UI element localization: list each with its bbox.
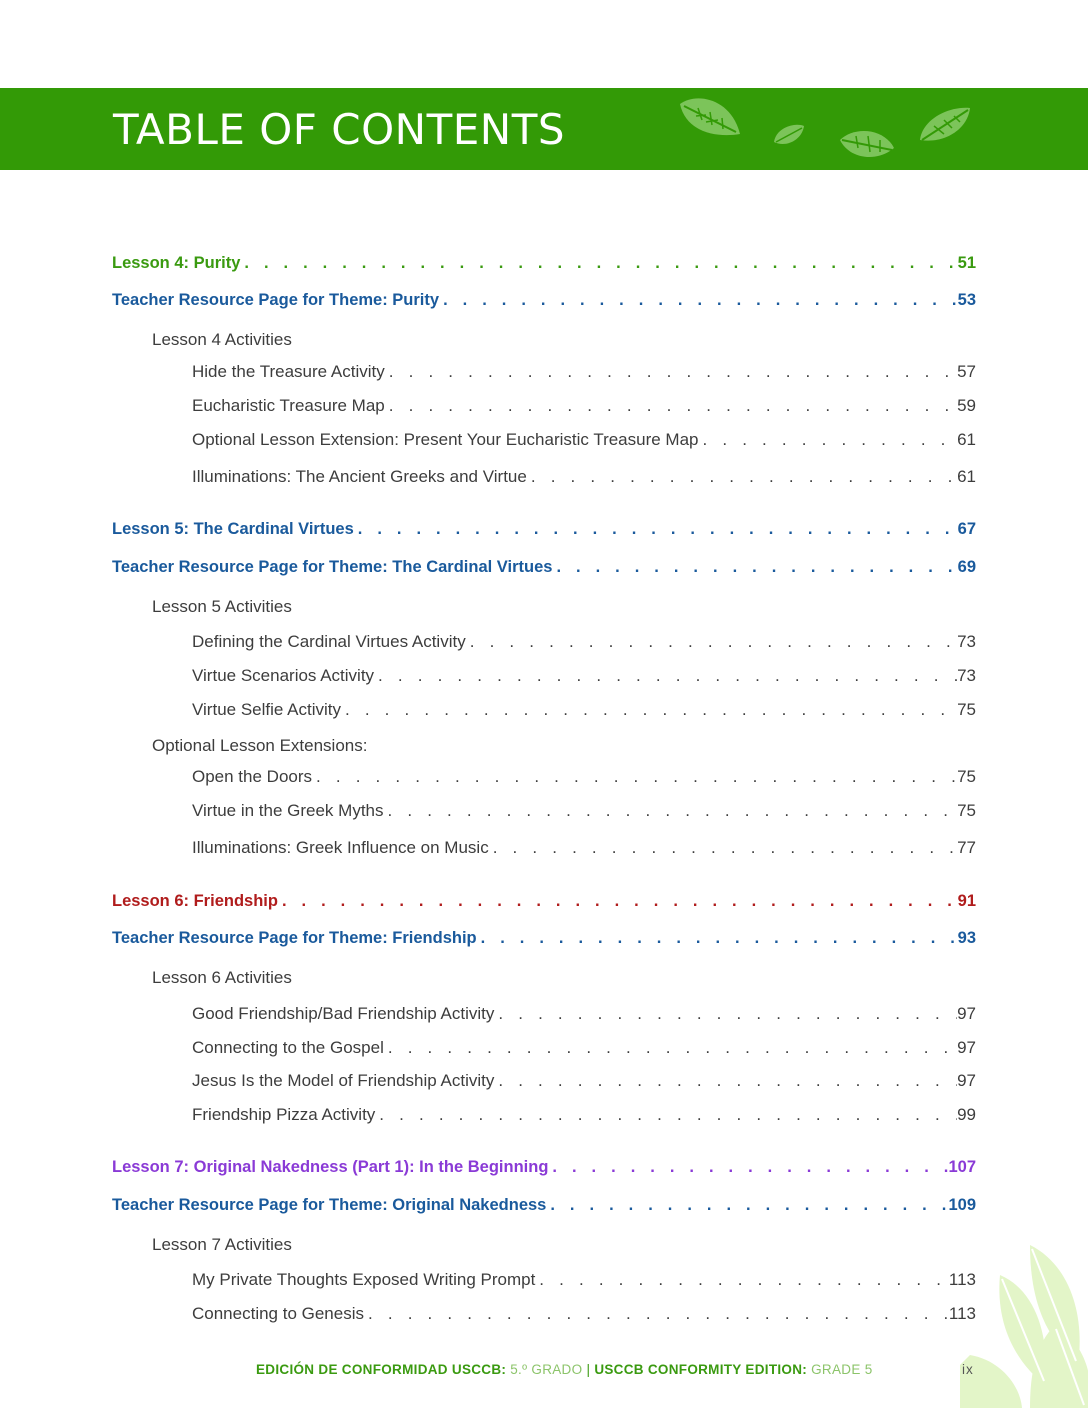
toc-entry-defining-cardinal-virtues[interactable] bbox=[192, 632, 976, 656]
toc-page-number: 53 bbox=[957, 291, 976, 309]
dot-leader bbox=[385, 396, 957, 416]
toc-entry-title: Open the Doors bbox=[192, 767, 313, 786]
toc-page-number: 73 bbox=[957, 632, 976, 651]
toc-entry-connecting-gospel[interactable] bbox=[192, 1038, 976, 1062]
toc-page-number: 57 bbox=[957, 362, 976, 381]
footer-edition-spanish: EDICIÓN DE CONFORMIDAD USCCB: bbox=[256, 1362, 507, 1377]
toc-entry-illuminations-ancient-greeks[interactable] bbox=[192, 467, 976, 491]
dot-leader bbox=[375, 1105, 957, 1125]
toc-entry-virtue-selfie[interactable] bbox=[192, 700, 976, 724]
toc-entry-teacher-resource-friendship[interactable] bbox=[112, 929, 976, 953]
dot-leader bbox=[548, 1158, 948, 1177]
leaf-icon bbox=[772, 122, 806, 148]
dot-leader bbox=[385, 362, 957, 382]
toc-entry-title: My Private Thoughts Exposed Writing Prompt bbox=[192, 1270, 536, 1289]
corner-leaves-decoration bbox=[960, 1235, 1088, 1408]
toc-page-number: 109 bbox=[948, 1196, 976, 1214]
dot-leader bbox=[546, 1196, 948, 1215]
toc-entry-title: Eucharistic Treasure Map bbox=[192, 396, 385, 415]
footer-grade-english: GRADE 5 bbox=[807, 1362, 873, 1377]
toc-entry-title: Teacher Resource Page for Theme: Friendship bbox=[112, 929, 477, 947]
dot-leader bbox=[384, 801, 958, 821]
dot-leader bbox=[341, 700, 957, 720]
toc-entry-title: Illuminations: The Ancient Greeks and Virtue bbox=[192, 467, 527, 486]
toc-entry-title: Jesus Is the Model of Friendship Activity bbox=[192, 1071, 495, 1090]
toc-entry-optional-treasure-map[interactable] bbox=[192, 430, 976, 454]
toc-page-number: 75 bbox=[957, 767, 976, 786]
toc-page-number: 107 bbox=[948, 1158, 976, 1176]
toc-entry-lesson-5[interactable] bbox=[112, 520, 976, 544]
toc-entry-title: Defining the Cardinal Virtues Activity bbox=[192, 632, 466, 651]
toc-entry-jesus-model-friendship[interactable] bbox=[192, 1071, 976, 1095]
toc-entry-virtue-scenarios[interactable] bbox=[192, 666, 976, 690]
toc-entry-title: Teacher Resource Page for Theme: Purity bbox=[112, 291, 440, 309]
toc-entry-title: Lesson 7: Original Nakedness (Part 1): In the Beginning bbox=[112, 1158, 549, 1176]
toc-page-number: 73 bbox=[957, 666, 976, 685]
leaf-icon bbox=[838, 126, 896, 162]
section-heading-lesson-6-activities: Lesson 6 Activities bbox=[152, 968, 292, 987]
toc-entry-lesson-6[interactable] bbox=[112, 892, 976, 916]
footer-separator: | bbox=[586, 1362, 591, 1377]
toc-page-number: 97 bbox=[957, 1004, 976, 1023]
toc-entry-teacher-resource-purity[interactable] bbox=[112, 291, 976, 315]
section-heading-lesson-4-activities: Lesson 4 Activities bbox=[152, 330, 292, 349]
toc-page-number: 69 bbox=[957, 558, 976, 576]
toc-entry-title: Friendship Pizza Activity bbox=[192, 1105, 376, 1124]
toc-entry-title: Teacher Resource Page for Theme: Original Nakedness bbox=[112, 1196, 547, 1214]
toc-entry-teacher-resource-cardinal[interactable] bbox=[112, 558, 976, 582]
dot-leader bbox=[489, 838, 957, 858]
toc-entry-title: Connecting to Genesis bbox=[192, 1304, 364, 1323]
toc-page-number: 97 bbox=[957, 1071, 976, 1090]
toc-page-number: 51 bbox=[957, 254, 976, 272]
toc-entry-title: Virtue in the Greek Myths bbox=[192, 801, 384, 820]
toc-entry-title: Illuminations: Greek Influence on Music bbox=[192, 838, 489, 857]
page-title: TABLE OF CONTENTS bbox=[113, 105, 566, 154]
dot-leader bbox=[374, 666, 957, 686]
page-footer bbox=[256, 1359, 873, 1381]
dot-leader bbox=[494, 1004, 957, 1024]
toc-entry-lesson-4[interactable] bbox=[112, 254, 976, 278]
toc-entry-good-bad-friendship[interactable] bbox=[192, 1004, 976, 1028]
toc-entry-virtue-greek-myths[interactable] bbox=[192, 801, 976, 825]
toc-entry-hide-the-treasure[interactable] bbox=[192, 362, 976, 386]
dot-leader bbox=[527, 467, 957, 487]
section-heading-lesson-7-activities: Lesson 7 Activities bbox=[152, 1235, 292, 1254]
page-number: ix bbox=[962, 1362, 974, 1377]
toc-page-number: 77 bbox=[957, 838, 976, 857]
toc-page-number: 99 bbox=[957, 1105, 976, 1124]
toc-entry-eucharistic-treasure-map[interactable] bbox=[192, 396, 976, 420]
toc-entry-private-thoughts-prompt[interactable] bbox=[192, 1270, 976, 1294]
toc-entry-lesson-7[interactable] bbox=[112, 1158, 976, 1182]
toc-page-number: 113 bbox=[948, 1270, 976, 1289]
dot-leader bbox=[466, 632, 957, 652]
toc-entry-illuminations-music[interactable] bbox=[192, 838, 976, 862]
dot-leader bbox=[699, 430, 958, 450]
toc-page-number: 97 bbox=[957, 1038, 976, 1057]
toc-entry-connecting-genesis[interactable] bbox=[192, 1304, 976, 1328]
toc-entry-friendship-pizza[interactable] bbox=[192, 1105, 976, 1129]
toc-page-number: 61 bbox=[957, 430, 976, 449]
toc-entry-teacher-resource-nakedness[interactable] bbox=[112, 1196, 976, 1220]
toc-entry-title: Virtue Selfie Activity bbox=[192, 700, 341, 719]
toc-page-number: 75 bbox=[957, 801, 976, 820]
toc-entry-title: Good Friendship/Bad Friendship Activity bbox=[192, 1004, 495, 1023]
toc-entry-open-the-doors[interactable] bbox=[192, 767, 976, 791]
toc-entry-title: Hide the Treasure Activity bbox=[192, 362, 385, 381]
toc-page-number: 67 bbox=[957, 520, 976, 538]
dot-leader bbox=[278, 892, 958, 911]
dot-leader bbox=[439, 291, 958, 310]
leaf-icon bbox=[918, 106, 972, 144]
toc-page-number: 93 bbox=[957, 929, 976, 947]
toc-entry-title: Virtue Scenarios Activity bbox=[192, 666, 375, 685]
toc-page-number: 61 bbox=[957, 467, 976, 486]
toc-entry-title: Lesson 4: Purity bbox=[112, 254, 241, 272]
section-heading-lesson-5-activities: Lesson 5 Activities bbox=[152, 597, 292, 616]
header-banner bbox=[0, 88, 1088, 170]
dot-leader bbox=[477, 929, 958, 948]
footer-edition-english: USCCB CONFORMITY EDITION: bbox=[590, 1362, 808, 1377]
toc-entry-title: Lesson 6: Friendship bbox=[112, 892, 278, 910]
section-heading-optional-extensions: Optional Lesson Extensions: bbox=[152, 736, 368, 755]
toc-page-number: 75 bbox=[957, 700, 976, 719]
toc-entry-title: Teacher Resource Page for Theme: The Cardinal Virtues bbox=[112, 558, 553, 576]
dot-leader bbox=[535, 1270, 949, 1290]
toc-page-number: 113 bbox=[948, 1304, 976, 1323]
toc-page-number: 91 bbox=[957, 892, 976, 910]
toc-entry-title: Optional Lesson Extension: Present Your Eucharistic Treasure Map bbox=[192, 430, 699, 449]
leaf-icon bbox=[676, 94, 744, 140]
toc-entry-title: Lesson 5: The Cardinal Virtues bbox=[112, 520, 354, 538]
dot-leader bbox=[312, 767, 957, 787]
dot-leader bbox=[364, 1304, 949, 1324]
footer-grade-spanish: 5.º GRADO bbox=[506, 1362, 587, 1377]
dot-leader bbox=[384, 1038, 957, 1058]
dot-leader bbox=[552, 558, 957, 577]
dot-leader bbox=[240, 254, 957, 273]
toc-entry-title: Connecting to the Gospel bbox=[192, 1038, 384, 1057]
toc-page-number: 59 bbox=[957, 396, 976, 415]
dot-leader bbox=[354, 520, 958, 539]
dot-leader bbox=[494, 1071, 957, 1091]
